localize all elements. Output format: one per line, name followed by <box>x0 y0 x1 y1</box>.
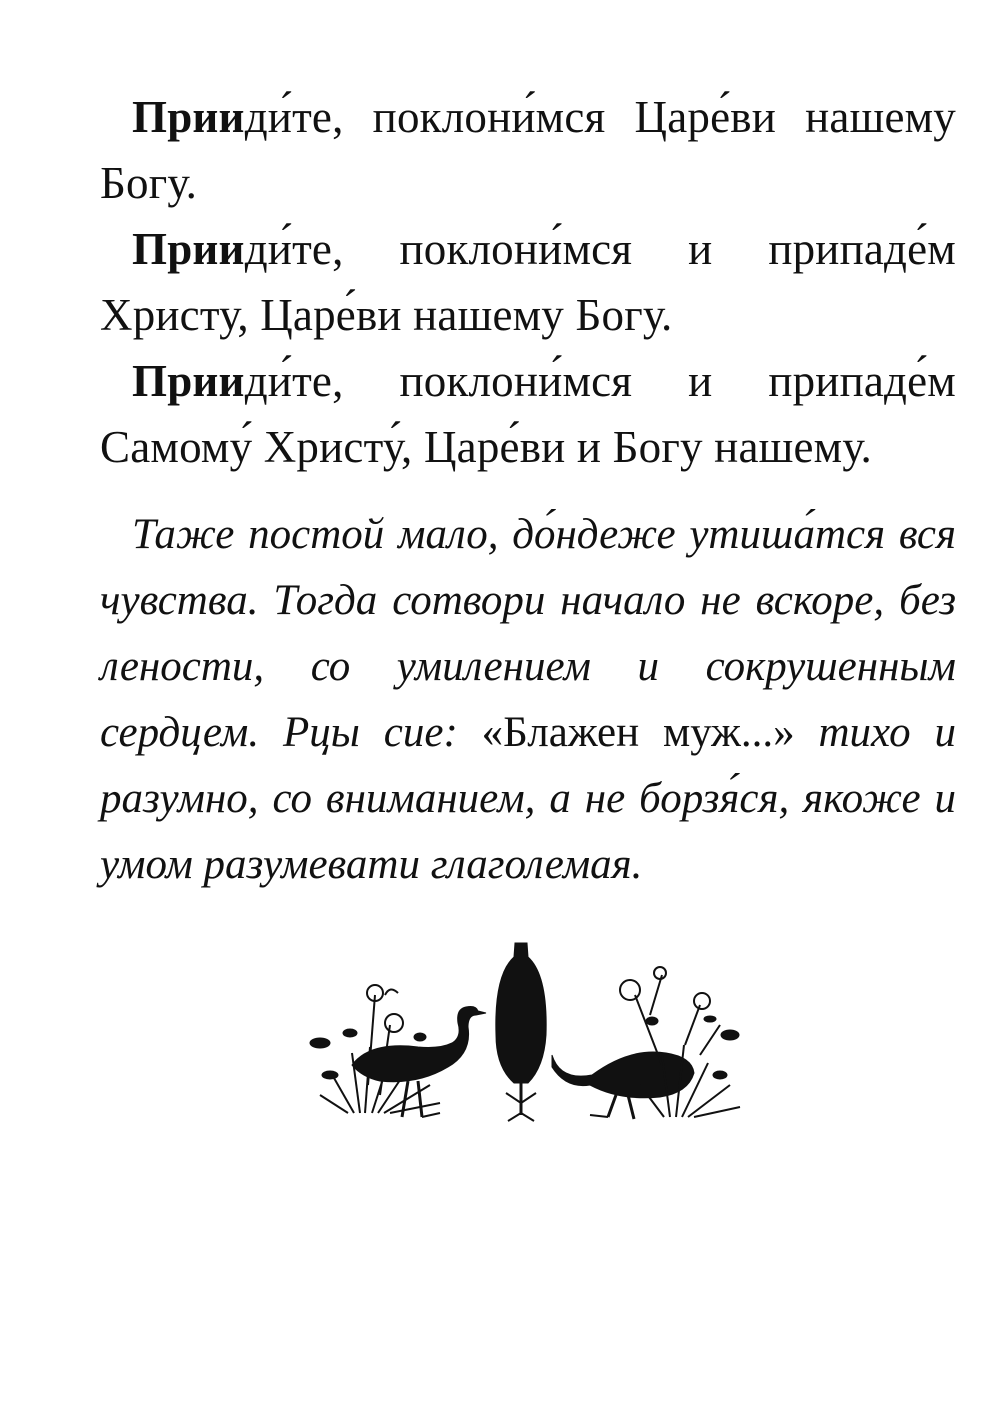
cranes-and-vase-ornament-icon <box>290 935 750 1125</box>
verse-rest: ди́те, поклони́мся Царе́ви нашему Богу. <box>100 92 956 208</box>
verse-2 <box>100 216 956 348</box>
verse-lead: Прии <box>132 356 245 406</box>
verse-3 <box>100 348 956 480</box>
rubric-instruction <box>100 502 956 898</box>
rubric-quote: «Блажен муж...» <box>481 709 795 756</box>
rubric-part-1: Таже постой мало, до́ндеже утиша́тся вся чувства. Тогда сотвори начало не вскоре, без лености, со умилением и сокрушенным сердцем. Рцы сие: <box>100 511 956 756</box>
rubric-part-2: тихо и разумно, со вниманием, а не борзя́ся, якоже и умом разумевати глаголемая. <box>100 709 956 888</box>
verse-rest: ди́те, поклони́мся и припаде́м Христу, Царе́ви нашему Богу. <box>100 224 956 340</box>
prayer-text-block <box>100 84 956 898</box>
verse-lead: Прии <box>132 92 245 142</box>
verse-1 <box>100 84 956 216</box>
verse-rest: ди́те, поклони́мся и припаде́м Самому́ Христу́, Царе́ви и Богу нашему. <box>100 356 956 472</box>
verse-lead: Прии <box>132 224 245 274</box>
